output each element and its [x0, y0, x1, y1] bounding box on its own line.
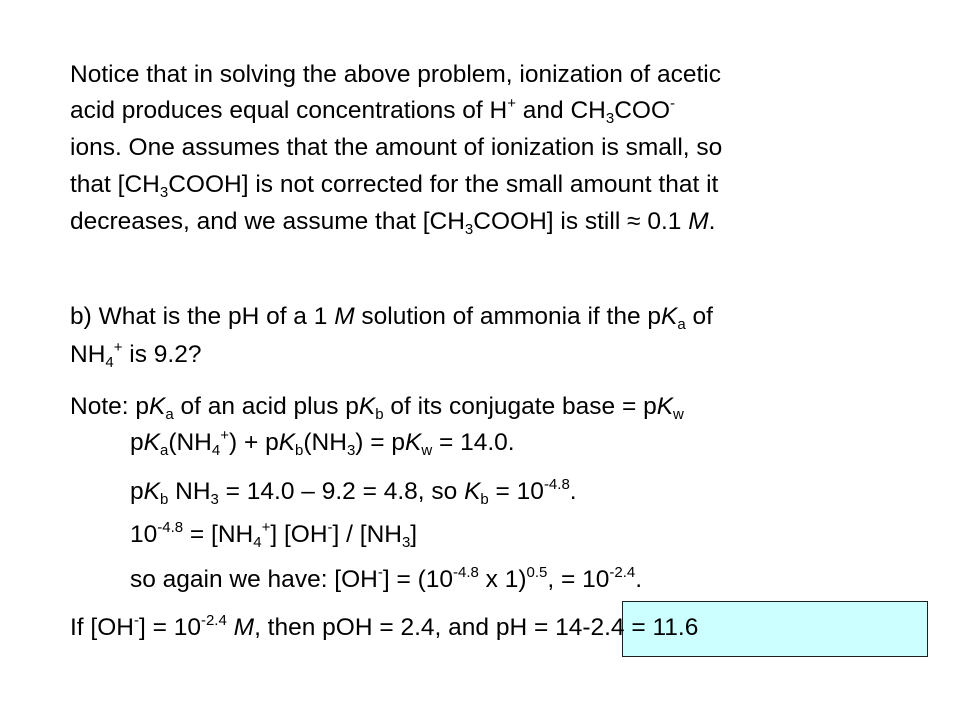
text: = 14.0 – 9.2 = 4.8, so: [218, 478, 465, 505]
question-line-1: [70, 302, 713, 332]
text: 10: [130, 521, 158, 548]
text: Note: p: [70, 393, 149, 420]
italic-text: K: [143, 429, 160, 456]
text: (NH: [168, 429, 212, 456]
text: b) What is the pH of a 1: [70, 303, 335, 330]
subscript: b: [375, 406, 384, 423]
subscript: a: [165, 406, 174, 423]
text: is 9.2?: [122, 341, 202, 368]
text: If [OH: [70, 614, 134, 641]
text: COO: [614, 97, 670, 124]
answer-text: pH = 14-2.4 = 11.6: [495, 614, 699, 641]
note-line-5: [130, 565, 642, 595]
paragraph-line-4: [70, 170, 718, 200]
text: ] / [NH: [332, 521, 402, 548]
italic-text: M: [334, 303, 355, 330]
subscript: b: [159, 491, 169, 508]
note-line-1: [70, 392, 684, 422]
text: ] = (10: [382, 566, 453, 593]
subscript: 3: [346, 442, 356, 459]
text: of an acid plus p: [173, 393, 359, 420]
text: p: [130, 429, 144, 456]
text: , then pOH = 2.4, and: [254, 614, 496, 641]
subscript: 3: [159, 184, 169, 201]
text: [227, 614, 234, 641]
italic-text: K: [278, 429, 296, 456]
note-line-2: [130, 428, 515, 458]
text: x 1): [478, 566, 527, 593]
subscript: 3: [401, 534, 411, 551]
text: = 14.0.: [432, 429, 515, 456]
text: ) + p: [228, 429, 279, 456]
text: ]: [410, 521, 418, 548]
text: .: [569, 478, 577, 505]
superscript: -4.8: [157, 519, 184, 536]
superscript: 0.5: [526, 564, 548, 581]
subscript: 3: [464, 221, 474, 238]
superscript: +: [113, 339, 123, 356]
subscript: b: [480, 491, 489, 508]
subscript: 3: [210, 491, 219, 508]
superscript: -: [133, 612, 139, 629]
text: COOH] is still ≈ 0.1: [473, 208, 689, 235]
superscript: +: [220, 427, 229, 444]
superscript: -4.8: [453, 564, 479, 581]
superscript: -2.4: [200, 612, 227, 629]
italic-text: K: [656, 393, 674, 420]
italic-text: K: [661, 303, 678, 330]
text: solution of ammonia if the p: [354, 303, 662, 330]
superscript: -: [327, 519, 333, 536]
subscript: w: [673, 406, 684, 423]
subscript: 4: [211, 442, 221, 459]
text: , = 10: [547, 566, 610, 593]
text: ] = 10: [138, 614, 201, 641]
superscript: +: [261, 519, 271, 536]
superscript: +: [507, 95, 516, 112]
text: .: [635, 566, 643, 593]
conclusion-line: [70, 613, 698, 643]
italic-text: K: [143, 478, 160, 505]
note-line-4: [130, 520, 417, 550]
superscript: -: [377, 564, 383, 581]
text: ions. One assumes that the amount of ionization is small, so: [70, 134, 723, 161]
text: NH: [70, 341, 106, 368]
text: .: [708, 208, 716, 235]
text: and CH: [515, 97, 606, 124]
subscript: a: [159, 442, 169, 459]
text: of: [685, 303, 713, 330]
paragraph-line-2: [70, 96, 675, 126]
text: acid produces equal concentrations of H: [70, 97, 508, 124]
paragraph-line-1: [70, 60, 721, 90]
text: of its conjugate base = p: [383, 393, 657, 420]
italic-text: M: [688, 208, 709, 235]
italic-text: M: [233, 614, 255, 641]
text: Notice that in solving the above problem, ionization of acetic: [70, 61, 721, 88]
subscript: b: [295, 442, 304, 459]
text: = [NH: [183, 521, 254, 548]
subscript: 3: [605, 110, 615, 127]
text: = 10: [488, 478, 544, 505]
subscript: 4: [105, 354, 114, 371]
italic-text: K: [405, 429, 422, 456]
italic-text: K: [149, 393, 166, 420]
superscript: -4.8: [543, 476, 570, 493]
superscript: -: [670, 95, 675, 112]
italic-text: K: [464, 478, 481, 505]
text: so again we have: [OH: [130, 566, 378, 593]
text: decreases, and we assume that [CH: [70, 208, 465, 235]
superscript: -2.4: [609, 564, 636, 581]
paragraph-line-5: [70, 207, 715, 237]
subscript: 4: [253, 534, 262, 551]
question-line-2: [70, 340, 202, 370]
text: (NH: [303, 429, 347, 456]
italic-text: K: [358, 393, 376, 420]
paragraph-line-3: [70, 133, 722, 163]
subscript: a: [677, 316, 686, 333]
note-line-3: [130, 477, 577, 507]
text: ] [OH: [270, 521, 328, 548]
text: COOH] is not corrected for the small amount that it: [168, 171, 719, 198]
text: that [CH: [70, 171, 160, 198]
text: NH: [168, 478, 211, 505]
text: p: [130, 478, 144, 505]
text: ) = p: [355, 429, 405, 456]
subscript: w: [421, 442, 433, 459]
